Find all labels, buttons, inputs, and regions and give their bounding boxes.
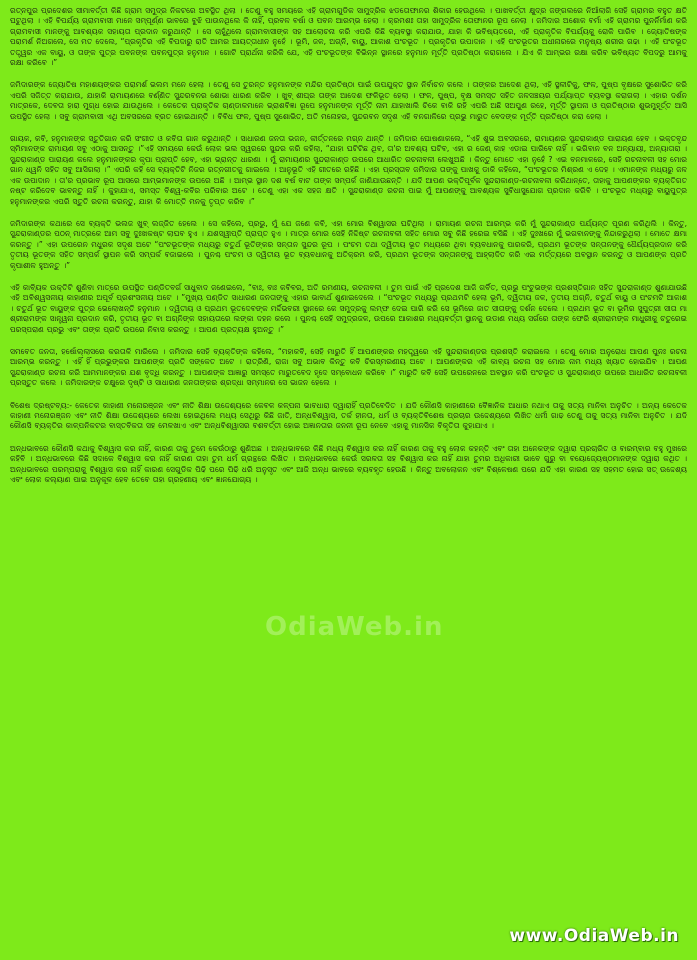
site-url-footer: www.OdiaWeb.in [509,926,679,946]
paragraph-1: ରତ୍ନପୁର ପ୍ରଦେଶର ସୀମାବର୍ତ୍ତୀ କିଛି ଗ୍ରାମ ସମୁଦ୍ର ନିକଟରେ ଅବସ୍ଥିତ ଥିଲା । ତେଣୁ ବହୁ ସମୟରେ ଏହି ଗ୍ରାମଗୁଡିକ ସାମୁଦ୍ରିକ ଝଡତୋଫାନର ଶିକାର ହେଉଥିଲେ । ପାଖବର୍ତ୍ତୀ କ୍ଷୁଦ୍ର ଜଙ୍ଗଲରେ ନିଆଁଲାଗି ସେହି ଗ୍ରାମର ବହୁତ କ୍ଷତି ଘଟୁଥିଲା । ଏହି ବିପର୍ଯ୍ୟ ଗ୍ରାମବାସୀ ମାନେ ସମ୍ପୂର୍ଣ୍ଣ ଭାବରେ ବୁଝି ପାଉନଥିଲେ କି ନାହିଁ, ପ୍ରବଳ ବର୍ଷା ଓ ପବନ ଆରମ୍ଭ ହେଲା । କ୍ରମଶଃ ତାହା ସାମୁଦ୍ରିକ ତୋଫାନର ରୂପ ନେଲା । ଜମିଦାର ଅଶୋକ ବର୍ମା ଏହି ଗ୍ରାମର ପୁନର୍ନିର୍ମାଣ କରି ଗ୍ରାମବାସୀ ମାନଙ୍କୁ ଆବଶ୍ୟକ ସହାୟତା ପ୍ରଦାନ କରୁଥାନ୍ତି । ସେ ଚାହୁଁଥିଲେ ଗ୍ରାମବାସୀଙ୍କ ସହ ଆଲୋଚନା କରି ଏପରି କିଛି ବ୍ୟବସ୍ଥା କରାଯାଉ, ଯାହା କି ଭବିଷ୍ୟତରେ, ଏହି ପ୍ରାକୃତିକ ବିପର୍ଯ୍ୟକୁ ରୋକି ପାରିବ । ଜ୍ୟୋତିଷଙ୍କ ପରାମର୍ଶ ନିଅଗଲେ, ସେ ମତ ଦେଲେ, “ପ୍ରକୃତିର ଏହି ବିପଦାରୁ ରାତି ଆମର ଆୟତ୍ତାଧୀନ ନୁହେଁ । ଭୂମି, ଜଳ, ଅଗ୍ନି, ବାୟୁ, ଆକାଶ ପଂଚଭୂତ । ପ୍ରକୃତିର ଉପାଦାନ । ଏହି ପଂଚଭୂତର ଅଧୀନାରରେ ମନୁଷ୍ୟ ଶରୀର ଗଢା । ଏହି ପଂଚଭୂତ ତତ୍ତ୍ୱର ଏକ ବାୟୁ, ଓ ତାଙ୍କ ପୁତ୍ର ପବନଙ୍କ ପବନପୁତ୍ର ହନୁମାନ । ଗୋଟି ପ୍ରାର୍ଥନା କରିକି ଯେ, ଏହି ପଂଚଭୂତଙ୍କ ବିଭିନ୍ନ ସ୍ଥାନରେ ହନୁମାନ ମୂର୍ତ୍ତି ପ୍ରତିଷ୍ଠା କରାଗଲେ । ଯିଏ କି ଆମ୍ଭର ରକ୍ଷା କରିବ ଭବିଷ୍ୟତ ବିପଦରୁ ଆମକୁ ରକ୍ଷା କରିବେ ।” [10,6,687,68]
paragraph-4: ଜମିଦାରଙ୍କ କଥାରେ ସେ ବ୍ୟକ୍ତି ଭଲଜ ଖୁବ୍ ଲଜ୍ଜିତ ହେଲେ । ସେ କହିଲେ, ପ୍ରଭୁ, ମୁଁ ଯେ ଜଣେ କବି, ଏହା ମୋର ବିଶ୍ୱାସର ଘଟିଥିଲା । ରାମାୟଣ ରଚନା ଆରମ୍ଭ କରି ମୁଁ ସୁନ୍ଦରାକାଣ୍ଡ ପର୍ଯ୍ୟନ୍ତ ପୂରଣ କରିଥିଲି । କିନ୍ତୁ, ସୁନ୍ଦରାକାଣ୍ଡର ପଠନ୍ ମାତ୍ରକେ ଆମ ସବୁ ଦୁଃଖକଷ୍ଟ ଲାଘବ ହୁଏ । ଯଶସ୍ୱୀପ୍ତି ପ୍ରାପ୍ତ ହୁଏ । ମାତ୍ର ମୋର ସେହି ନିଦ୍ଦିଷ୍ଟ ରଚନାବଳୀ ସହିତ ମୋର ସବୁ କିଛି ହରେଇ ବସିଛି । ଏହି ଦୁଃଖରେ ମୁଁ ଭଗବାନଙ୍କୁ ନିନ୍ଦାକରୁଥିଲା । ମୋତେ କ୍ଷମା କରନ୍ତୁ ।” ଏହା ଉପରେନ ମଧୁରକ ସଦୃଶ ଅଟେ “ପଂଚଭୂତଙ୍କ ମଧ୍ୟରୁ ଚତୁର୍ଥ ଭୂତିଙ୍କର ସନ୍ତାନ ସୁନ୍ଦର ରୂପ । ପଂଚମ ତଥା ଦ୍ୱିତୀୟ ଭୂତ ମଧ୍ୟରେ ଥିବା ବ୍ୟବଧାନକୁ ପାରକରି, ପ୍ରଥମ ଭୂତଙ୍କ ସନ୍ତାନଙ୍କୁ ଧୈର୍ଯ୍ୟପ୍ରଦାନ କରି ତୃତୀୟ ଭୂତଙ୍କ ସହିତ ସମ୍ପର୍କ ସ୍ଥାପନ କରି ସମ୍ପର୍କ ବଜାଇଲେ । ପୁନଶ୍ଚ ପଂଚମ ଓ ଦ୍ୱିତୀୟ ଭୂତ ବ୍ୟବଧାନକୁ ଅତିକ୍ରମ କରି, ପ୍ରଥମ ଭୂତଙ୍କ ସନ୍ତାନଙ୍କୁ ଆହ୍ଲାଦିତ କରି ଏଇ ମର୍ତ୍ତ୍ୟରେ ଅବସ୍ଥାନ କରନ୍ତୁ ଓ ଆପଣଙ୍କ ପ୍ରତି କୃପାଶୀଳ ହୁଅନ୍ତୁ ।” [10,218,687,270]
paragraph-2: ଜମିଦାରଙ୍କ ଜ୍ୟୋତିଷ ମହାଶୟଙ୍କର ପରାମର୍ଶ ଭଲମ ମନେ ହେଲା । ତେଣୁ ସେ ତୁରନ୍ତ ହନୁମାନଙ୍କ ମନ୍ଦିର ପ୍ରତିଷ୍ଠା ପାଇଁ ଉପଯୁକ୍ତ ସ୍ଥାନ ନିର୍ବାଚନ କଲେ । ତାଙ୍କର ଆଦେଶ ଥିଲା, ଏହି ସ୍ଥଳୀଟିକୁ, ଫଳ, ପୁଷ୍ପ ବୃକ୍ଷରେ ସୁଶୋଭିତ କରି ଏପରି ସଜିତ୍ତ କରାଯାଉ, ଯାହାକି ରାମାୟଣରେ ବର୍ଣ୍ଣିତ ସୁନ୍ଦରବନର ଶୋଭା ଧାରଣ କରିବ । ଖୁବ୍ ଶୀଘ୍ର ତାଙ୍କ ଆଦେଶ ଫଳିଭୂତ ହେଲା । ଫଳ, ପୁଷ୍ପ, ବୃକ୍ଷ ସମସ୍ତ ସହିତ ଜଳସଞ୍ଚୟର ପର୍ଯ୍ୟାପ୍ତ ବ୍ୟବସ୍ଥା କରାଗଲା । ଏହାର ଦର୍ଶନ ମାତ୍ରକେ, ଦେବତା ହାରା ମୁଗ୍ଧ ହୋଇ ଯାଉଥିଲେ । କେତେକ ପ୍ରାକୃତିକ ଚାଣ୍ଡାଳମାନେ ଭ୍ରାଶବିଜ୍ଞା ରୂପେ ହନୁମାନଙ୍କ ମୂର୍ତ୍ତି ନାମ ଯାହାଖାଲି ଚିକେ ବାକି ରହି ଏପରି ଅଛି ସଅପୁଣ ରହେ, ମୂର୍ତ୍ତି ସ୍ଥାପନା ଓ ପ୍ରତିଷ୍ଠାର ଶୁଭମୁହୂର୍ତ୍ତ ଆସି ଉପସ୍ଥିତ ହେଲା । ସବୁ ଗ୍ରାମବାସୀ ଏଥି ଅବସରରେ ବ୍ରତ ହୋଇଥାନ୍ତି । ବିବିଧ ଫଳ, ପୁଷ୍ପ ସୁଶୋଭିତ, ଅତି ମନୋହର, ସୁନ୍ଦରବନ ସଦୃଶ ଏହି ବନଗାଳିରେ ପ୍ରଭୁ ମାରୁତ ବେଦଙ୍କ ମୂର୍ତ୍ତି ପ୍ରତିଷ୍ଠା କରା ହେଲା । [10,80,687,121]
paragraph-5: ଏହି କାବ୍ୟିକ ଉକ୍ତିଟି ଶୁଣିବା ମାତ୍ରେ ଉପସ୍ଥିତ ପଣ୍ଡିତବର୍ଗ ସାଧୁବାଦ ଜଣେଇଲେ, “ବାଃ, ବାଃ କବିବର, ଅତି ରମଣୀୟ, ରଚନାବଳୀ । ତୁମ ପାଇଁ ଏହି ପ୍ରଦେଶ ଆଜି ଗର୍ବିତ, ପ୍ରଭୁ ପଂଚୁଭଙ୍କ ପ୍ରଶସ୍ତିଗାନ ସହିତ ସୁନ୍ଦରାକାଣ୍ଡ ଶୁଣାଯାଉଛି ଏହି ଅବିଶ୍ୱସନୀୟ କାହାଣୀର ଅପୂର୍ବ ପ୍ରଶଂସନୀୟ ଅଟେ । ”ମୁଖ୍ୟ ପଣ୍ଡିତ ସାଧାରଣ ଜନତାଙ୍କୁ ଏହାର ଭାବାର୍ଥ ଶୁଣାଇଦେଲେ । “ପଂଚଭୂତ ମଧ୍ୟରୁ ପ୍ରଥମଟି ହେଲା ଭୂମି, ଦ୍ୱିତୀୟ ଜଳ, ତୃତୀୟ ଅଗ୍ନି, ଚତୁର୍ଥ ବାୟୁ ଓ ପଂଚମଟି ଆକାଶ । ଚତୁର୍ଥ ଭୂତ ବାୟୁଙ୍କ ପୁତ୍ର ଭେଲୋଖନ୍ତି ହନୁମାନ । ଦ୍ୱିତୀୟ ଓ ପ୍ରଥମ ଭୂତଦେବଙ୍କ ମର୍ଦ୍ଦିଭବରୀ ସ୍ଥାନରେ କେ ସମୁଦ୍ରକୁ ଲମ୍ଫ ଦେଇ ପାରି କରି ସେ ଭୂମିରେ ଜାତ ସୀତାଙ୍କୁ ଦର୍ଶନ ଦେଲେ । ପ୍ରଥମ ଭୂତ ବା ଭୂମିର ସୁପୁତ୍ରୀ ସୀତା ମା ଶ୍ରୀରାମଙ୍କ ସାନ୍ତ୍ୱନା ପ୍ରଦାନ କରି, ତୃତୀୟ ଭୂତ ବା ଅଗ୍ନିଙ୍କ ସହାୟତାରେ ଲଙ୍କା ଦହନ କଲେ । ପୁନଶ୍ଚ ସେହି ସମୁଦ୍ରଜଳ, ଉପରେ ଆକାଶର ମଧ୍ୟବର୍ତ୍ତୀ ସ୍ଥାନକୁ ଉଡାଣ ମଧ୍ୟ ସର୍ଗରେ ତାଙ୍କ ଫେରି ଶ୍ରୀରାମଙ୍କ ମାଧୁରୀକୁ ଚତୁରେଇ ପରସ୍ପରାଣ ପ୍ରଭୁ ଏବଂ ତାଙ୍କ ପ୍ରତି ଉପରେ ନିବାସ କରନ୍ତୁ । ଆପଣ ପ୍ରତ୍ୟକ୍ଷ ହୁଅନ୍ତୁ ।” [10,282,687,334]
paragraph-6: ସମବେତ ଜନତା, ହର୍ଷୋଲ୍ଲାସରେ କରତାଳି ମାରିଲେ । ଜମିଦାର ସେହି ବ୍ୟକ୍ତିଙ୍କ କହିଲେ, “ମହାକବି, ସେହି ମାରୁତି ହିଁ ଆପଣଙ୍କର ମହତ୍ତ୍ୱରେ ଏହି ସୁନ୍ଦରାକାଣ୍ଡର ପ୍ରଶସ୍ତି କରାଇଲେ । ତେଣୁ ମୋର ଅନୁରୋଧ ଆପଣ ପୁନଃ ରଚନା ଆରମ୍ଭ କରନ୍ତୁ । ଏହିଁ ହିଁ ପ୍ରଭୁଙ୍କର ଆପଣଙ୍କ ପ୍ରତି ସଙ୍କେତ ଅଟେ । ରାତ୍ରିଣି, ରାଜା ସବୁ ଅଭାବ କିନ୍ତୁ କବି ଚିରସ୍ମରଣୀୟ ଅଟେ । ଆପଣଙ୍କର ଏହି କାବ୍ୟ ରଚନା ସହ ମୋର ନାମ ମଧ୍ୟ ଖ୍ୟାତ ହୋଇଯିବ । ଆପଣ ସୁନ୍ଦରାକାଣ୍ଡ ରଚନା କରି ଆମମାନଙ୍କର ଯଶ ବୃଦ୍ଧି କରନ୍ତୁ । ଆପଣଙ୍କ ଆଜ୍ଞାରୁ ସମସ୍ତେ ମାରୁତବେଦ ହୃଦେ ସମ୍ବୋଧନ କରିବେ ।” ମାରୁତି କବି ସେହି ଉପରେନରେ ଅବସ୍ଥାନ କରି ପଂଚଭୂତ ଓ ସୁନ୍ଦରାକାଣ୍ଡ ଉପରେ ଆଧାରିତ ରଚନାବଳୀ ପ୍ରସ୍ତୁତ କଲେ । ଜମିଦାରଙ୍କ ଚକ୍ଷୁରେ ଦୃଷ୍ଟି ଓ ସାଧାରଣ ଜନତାଙ୍କର ଶ୍ରଦ୍ଧା ସମ୍ମାନର ସେ ଭାଜନ ହେଲେ । [10,346,687,388]
paragraph-3: ଗାୟକ, କବି, ହନୁମାନଙ୍କ ସ୍ତୁତିଗାନ କରି ସଂଗୀତ ଓ କବିତା ଗାନ କରୁଥାନ୍ତି । ସାଧାରଣ ଜନତା ଭଜନ, କୀର୍ତ୍ତନରେ ମଗ୍ନ ଥାନ୍ତି । ଜମିଦାର ଘୋଷଣାକଲେ, “ଏହି ଶୁଭ ଅବସରରେ, ରାମାୟଣର ସୁନ୍ଦରାକାଣ୍ଡ ପାରାୟଣ ହେବ । ଭକ୍ତବୃନ୍ଦ ସ୍ମିମାନଙ୍କ ରାମାୟଣ ସବୁ ଏଠାକୁ ଆସନ୍ତୁ ।”ଏହି ସମୟରେ କେଉଁ ଲୋକ ଭଲ ସ୍ୱରରେ ସୁନ୍ଦର କରି କହିଲା, “ଯାହା ଘଟିଟିଛ ଥିବ, ତା'ର ଅବଶ୍ୟ ଘଟିବ, ଏହା ର ଜେଣ୍ କାହ ଏଡାଇ ପାରିବେ ନାହିଁ । ଭଗିବାନ ବନ ଅନ୍ୟାୟୀ, ଅନ୍ୟାତାରା । ସୁନ୍ଦରାକାଣ୍ଡ ପାରାୟଣ କଲେ ହନୁମାନଙ୍କର କୃପା ପ୍ରାପ୍ତି ହେବ, ଏହା ଭ୍ରାନ୍ତ ଧାରଣା । ମୁଁ ରାମାୟଣର ସୁନ୍ଦରାକାଣ୍ଡ ଉପରେ ଆଧାରିତ ରଚନାବଳୀ ଲେଖୁଅଛି । କିନ୍ତୁ ମୋତେ ଏହା ନୁହେଁ ? ଏଇ ବନମାଳରେ, ସେହି ରଚନାବଳୀ ସହ ମୋର ଗାନ ଧ୍ୱନି ସହିତ ସବୁ ଆସିଗଲା ।” ଏପରି କହି ସେ ବ୍ୟକ୍ତିଟି ନିଜର ରତ୍ନଗୀତକୁ ଗାଇଲେ । ଆନୁଭୂତି ଏହି ଗୀତରେ ରହିଛି । ଏହା ପ୍ରସ୍ତାବ ଜମିଦାର ତାଙ୍କୁ ପାଖକୁ ଡାକି କହିଲେ, “ପଂଚଭୂତର ମିଶ୍ରଣ ଏ ଦେହ । ଏମାନଙ୍କ ମଧ୍ୟରୁ ଜଳ ଏକ ଉପାଦାନ । ତା'ର ପ୍ରଭାବ ରୂପ ଆସରେ ଆମ୍ଭମାନଙ୍କ ଉପରେ ଅଛି । ଆମ୍ଭ ସ୍ଥାନ ଦଶ ବର୍ଷ ବାଟ ତାଙ୍କ ସମ୍ପର୍କ ଜାଣିଯାଉଛନ୍ତି । ଯଦି ଆପଣ ଭକ୍ତିପୂର୍ବକ ସୁନ୍ଦରାକାଣ୍ଡ-ରଚନାବଳୀ କରିଥାନ୍ତେ, ତାହାକୁ ଆପଣଙ୍କର ବ୍ୟକ୍ତିଗତ ନଷ୍ଟ କରିଦେବ ଭାବନ୍ତୁ ନାହିଁ । କୁହାଯାଏ, ସମସ୍ତ ବିଶ୍ୱ-କବିର ପରିବାର ଅଟେ । ତେଣୁ ଏହା ଏକ ସହଜ କ୍ଷତି । ସୁନ୍ଦରାକାଣ୍ଡ ରଚନା ପାଇ ମୁଁ ଆପଣଙ୍କୁ ଆବଶ୍ୟକ ସୁବିଧାସୁଯୋଗ ପ୍ରଦାନ କରିବି । ପଂଚଭୂତ ମଧ୍ୟରୁ ବାୟୁପୁତ୍ର ହନୁମାନଙ୍କର ଏପରି ସ୍ତୁତି ରଚନା କରନ୍ତୁ, ଯାହା କି ମୋତ୍ତି ମନକୁ ତୃପ୍ତ କରିବ ।” [10,134,687,206]
watermark: OdiaWeb.in [265,612,444,642]
closing-paragraph: ଅନ୍ଧଭାବରେ କୌଣସି କଥାକୁ ବିଶ୍ୱାସ କର ନାହିଁ, କାରଣ ତାକୁ ତୁମେ କେଉଁଠାରୁ ଶୁଣିଅଛ । ଅନ୍ଧଭାବରେ କିଛି ମଧ୍ୟ ବିଶ୍ୱାସ କର ନାହିଁ କାରଣ ତାକୁ ବହୁ ଲୋକ କହନ୍ତି ଏବଂ ତାହା ଅନେକଙ୍କ ଦ୍ୱାରା ପ୍ରଚାରିତ ଓ ବାରମ୍ବାର ବହୁ ମୁଖରେ କହିବି । ଅନ୍ଧଭାବରେ କିଛି ସଦାକେ ବିଶ୍ୱାସ କର ନାହିଁ କାରଣ ତାହା ତୁମ ଧର୍ମ ଗ୍ରନ୍ଥରେ ଲିଖିତ । ଅନ୍ଧଭାବରେ କେଉଁ ସରଳତା ସହ ବିଶ୍ୱାସ କର ନାହିଁ ଯାହା ତୁମର ଅଧିକାରୀ ଭାବେ ଗୁରୁ ବା ବୟୋଜ୍ୟେଷ୍ଠମାନଙ୍କ ଦ୍ୱାରା କଥିତ । ଅନ୍ଧଭାବରେ ପରମ୍ପରାକୁ ବିଶ୍ୱାସ କର ନାହିଁ କାରଣ ସେଗୁଡିକ ପିଢି ପରେ ପିଢି ଧରି ଅନୁସୃତ ଏବଂ ଆଜି ଅନ୍ଧ ଭାବରେ ବ୍ୟବହୃତ ହେଉଛି । କିନ୍ତୁ ଅବଲୋକନ ଏବଂ ବିଶ୍ଳେଷଣ ପରେ ଯଦି ଏହା କାରଣ ସହ ସହମତ ହୋଇ ସତ୍ ଉଦ୍ଦେଶ୍ୟ ଏବଂ ଲୋକ କଲ୍ୟାଣ ପାଇ ଅନୁକୂଳ ହେବ ତେବେ ତାହା ଗ୍ରହଣୀୟ ଏବଂ ଜ୍ଞାନଯୋଗ୍ୟ । [10,443,687,485]
note-paragraph: ବିଶେଷ ଦ୍ରଷ୍ଟବ୍ୟ:- କେତେକ କାହାଣୀ ମନୋରଞ୍ଜନ ଏବଂ ନୀତି ଶିକ୍ଷା ଉଦ୍ଦେଶ୍ୟରେ କେବଳ କଳ୍ପନା ଭାବଧାରା ଦ୍ୱାରାହିଁ ପ୍ରତିବେଦିତ । ଯଦି କୌଣସି କାହାଣୀରେ ବୈଜ୍ଞାନିକ ଆଧାର ନଥାଏ ତାକୁ ସତ୍ୟ ମାନିବା ଅନୁଚିତ । ଅନ୍ୟ କେତେକ କାହାଣୀ ମନୋରଞ୍ଜନ ଏବଂ ନୀତି ଶିକ୍ଷା ଉଦ୍ଦେଶ୍ୟରେ ଲେଖା ହୋଇଥିଲେ ମଧ୍ୟ ସେଥିରୁ କିଛି ଜାତି, ଅନ୍ଧବିଶ୍ୱାସ, ତର୍କ ହୀନତା, ଧର୍ମ ଓ ବ୍ୟକ୍ତିବିଶେଷ ପ୍ରଚାର ଉଦ୍ଦେଶ୍ୟରେ ଲିଖିତ ଧର୍ମୀ ଗାଢ ତେଣୁ ତାକୁ ସତ୍ୟ ମାନିବା ଅନୁଚିତ । ଯଦି କୌଣସି ବ୍ୟକ୍ତିର କାଳ୍ପନିକଟର ବାସ୍ତବିକତା ସହ ମେଳଖାଏ ଏବଂ ଅନ୍ଧବିଶ୍ୱାସର ବଶବର୍ତ୍ତୀ ହୋଇ ଅଜ୍ଞାନତାର ଜନନୀ ରୂପ ନେବେ ଏହାକୁ ମାନସିକ ବିକୃତିତା କୁହାଯାଏ । [10,400,687,431]
